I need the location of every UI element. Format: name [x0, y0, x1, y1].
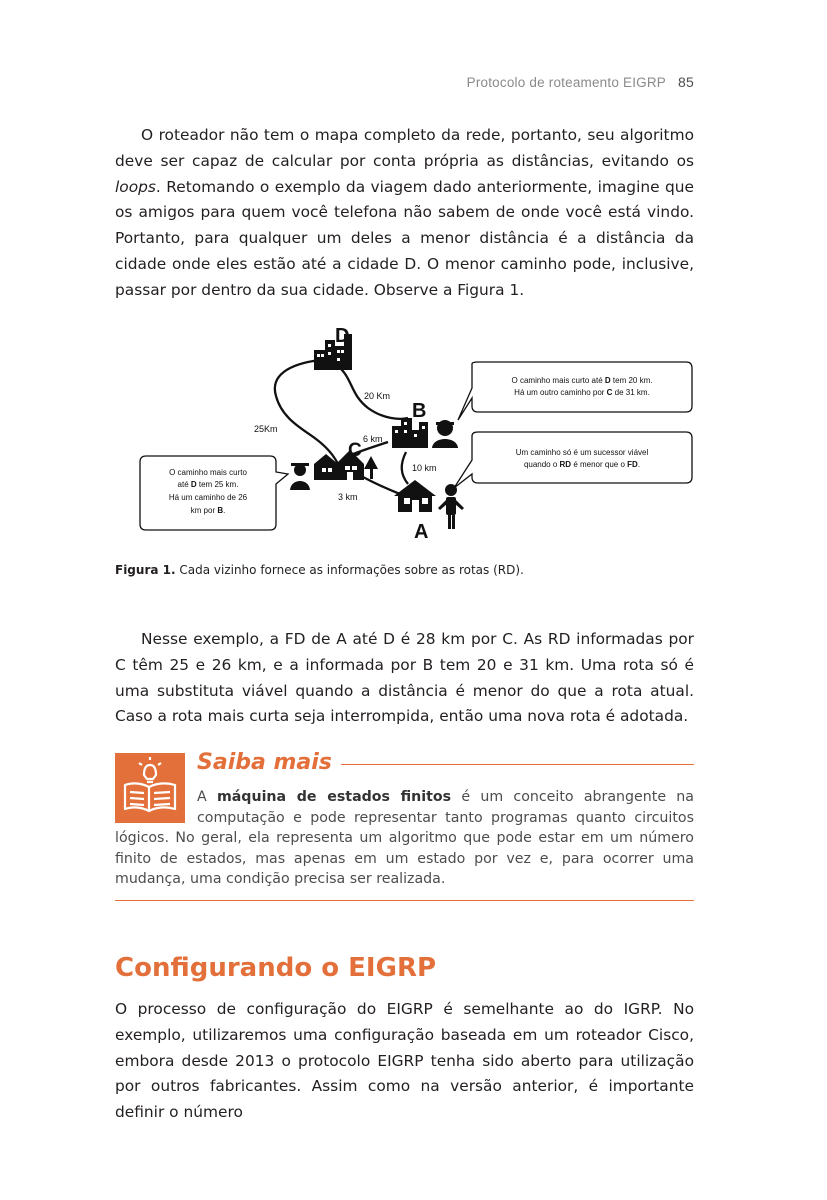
bubble-feasible-line1: Um caminho só é um sucessor viável — [515, 448, 649, 457]
saiba-mais-bold: máquina de estados finitos — [216, 789, 452, 805]
friend-b-icon — [432, 420, 458, 448]
paragraph-example-text: Nesse exemplo, a FD de A até D é 28 km por C. As RD informadas por C têm 25 e 26 km, e a informada por B tem 20 e 31 km. Uma rota só é uma substituta viável quando a distância é menor do que a rota atual. Caso a rota mais curta seja interrompida, então uma nova rota é adotada. — [115, 630, 694, 726]
saiba-mais-box — [115, 750, 694, 904]
saiba-mais-pre: A — [197, 789, 217, 805]
figure-caption — [115, 563, 524, 577]
paragraph-config-text: O processo de configuração do EIGRP é semelhante ao do IGRP. No exemplo, utilizaremos uma configuração baseada em um roteador Cisco, embora desde 2013 o protocolo EIGRP tenha sido aberto para utilização por outros fabricantes. Assim como na versão anterior, é importante definir o número — [115, 1000, 694, 1122]
figure-route-diagram — [138, 324, 698, 546]
page-number: 85 — [678, 74, 694, 90]
distance-c-d: 25Km — [254, 424, 278, 434]
route-diagram-svg — [138, 324, 698, 546]
paragraph-config — [115, 997, 694, 1126]
paragraph-intro-text-2: . Retomando o exemplo da viagem dado anteriormente, imagine que os amigos para quem você telefona não sabem de onde você está vindo. Portanto, para qualquer um deles a menor distância é a distância da cidade onde eles estão até a cidade D. O menor caminho pode, inclusive, passar por dentro da sua cidade. Observe a Figura 1. — [115, 177, 694, 299]
saiba-mais-rule-bottom — [115, 900, 694, 901]
friend-c-icon — [290, 463, 310, 490]
saiba-mais-rule-top — [341, 764, 694, 765]
paragraph-intro-text-1: O roteador não tem o mapa completo da rede, portanto, seu algoritmo deve ser capaz de calcular por conta própria as distâncias, evitando os — [115, 126, 694, 170]
city-b-label: B — [412, 400, 427, 422]
bubble-b-route-line2: Há um outro caminho por C de 31 km. — [514, 388, 650, 397]
saiba-mais-text — [115, 787, 694, 890]
distance-a-c: 3 km — [338, 492, 358, 502]
city-c-houses — [314, 450, 378, 480]
road-c-d — [275, 360, 338, 464]
person-a-icon — [438, 484, 464, 529]
saiba-mais-title: Saiba mais — [197, 750, 332, 775]
bubble-feasible-line2: quando o RD é menor que o FD. — [523, 460, 641, 469]
bubble-c-line1: O caminho mais curto — [169, 468, 247, 477]
city-d-label: D — [335, 325, 350, 347]
speech-bubble-c-route — [140, 456, 288, 530]
caption-text: Cada vizinho fornece as informações sobre as rotas (RD). — [175, 563, 524, 577]
paragraph-intro — [115, 123, 694, 304]
speech-bubble-feasible-successor — [454, 432, 692, 488]
running-title: Protocolo de roteamento EIGRP — [466, 75, 667, 90]
city-c-label: C — [348, 440, 362, 461]
bubble-c-line3: Há um caminho de 26 — [168, 493, 248, 502]
running-head — [467, 74, 694, 90]
saiba-mais-post: é um conceito abrangente na computação e pode representar tanto programas quanto circuitos lógicos. No geral, ela representa um algoritmo que pode estar em um número finito de estados, mas apenas em um estado por vez e, para ocorrer uma mudança, uma condição precisa ser realizada. — [115, 789, 694, 887]
bubble-c-line4: km por B. — [190, 506, 226, 515]
bubble-b-route-line1: O caminho mais curto até D tem 20 km. — [511, 376, 653, 385]
distance-b-a: 10 km — [412, 463, 437, 473]
distance-d-b: 20 Km — [364, 391, 391, 401]
paragraph-example — [115, 627, 694, 730]
road-b-a — [402, 452, 408, 484]
city-a-label: A — [414, 521, 429, 543]
road-c-a — [363, 477, 400, 494]
bubble-c-line2: até D tem 25 km. — [177, 480, 239, 489]
section-heading: Configurando o EIGRP — [115, 953, 437, 983]
paragraph-intro-italic: loops — [115, 177, 156, 196]
distance-c-b: 6 km — [363, 434, 383, 444]
caption-label: Figura 1. — [115, 563, 176, 577]
speech-bubble-b-route — [458, 362, 692, 420]
